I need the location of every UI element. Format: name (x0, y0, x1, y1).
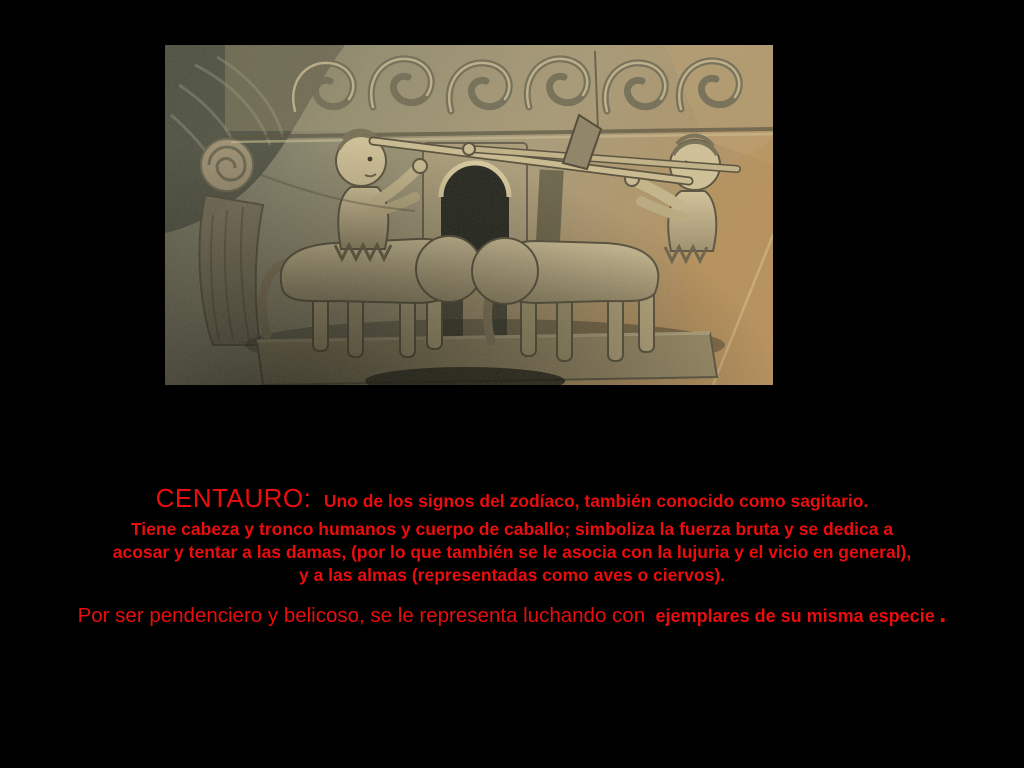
note-text-regular: Por ser pendenciero y belicoso, se le representa luchando con (77, 604, 646, 627)
term-title: CENTAURO: (155, 483, 312, 513)
definition-text-2: Tiene cabeza y tronco humanos y cuerpo de caballo; simboliza la fuerza bruta y se dedica a (130, 519, 894, 539)
note-text-period: . (939, 598, 947, 628)
definition-text-1: Uno de los signos del zodíaco, también conocido como sagitario. (323, 491, 869, 511)
definition-text-3: acosar y tentar a las damas, (por lo que también se le asocia con la lujuria y el vicio en general), (112, 542, 912, 562)
note-text-bold: ejemplares de su misma especie (655, 606, 935, 626)
definition-block (20, 483, 1004, 587)
definition-text-4: y a las almas (representadas como aves o ciervos). (298, 565, 726, 585)
centaur-carving-photo (165, 45, 773, 385)
note-block (10, 599, 1014, 632)
centaur-carving-illustration (165, 45, 773, 385)
definition-line-1 (20, 483, 1004, 518)
